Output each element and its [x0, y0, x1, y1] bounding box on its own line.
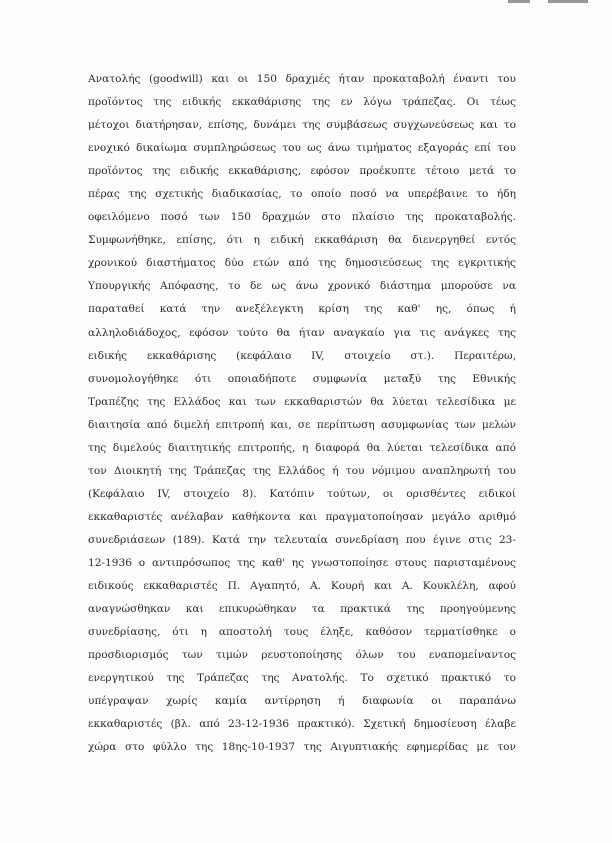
- text-line: ενεργητικού της Τράπεζας της Ανατολής. Το σχετικό πρακτικό το: [88, 672, 516, 685]
- text-line: διαιτησία από διμελή επιτροπή και, σε περίπτωση ασυμφωνίας των μελών: [88, 418, 516, 431]
- text-line: ενοχικό δικαίωμα συμπληρώσεως του ως άνω τιμήματος εξαγοράς επί του: [88, 142, 516, 155]
- text-line: Συμφωνήθηκε, επίσης, ότι η ειδική εκκαθάριση θα διενεργηθεί εντός: [88, 234, 516, 247]
- text-line: οφειλόμενο ποσό των 150 δραχμών στο πλαίσιο της προκαταβολής.: [88, 211, 516, 224]
- text-line: προϊόντος της ειδικής εκκαθάρισης της εν λόγω τράπεζας. Οι τέως: [88, 96, 516, 109]
- text-line: της διμελούς διαιτητικής επιτροπής, η διαφορά θα λύεται τελεσίδικα από: [88, 441, 516, 454]
- text-line: αναγνώσθηκαν και επικυρώθηκαν τα πρακτικά της προηγούμενης: [88, 603, 516, 616]
- text-line: μέτοχοι διατήρησαν, επίσης, δυνάμει της συμβάσεως συγχωνεύσεως και το: [88, 119, 516, 132]
- text-line: προσδιορισμός των τιμών ρευστοποίησης όλων του εναπομείναντος: [88, 649, 516, 662]
- text-line: χώρα στο φύλλο της 18ης-10-1937 της Αιγυπτιακής εφημερίδας με τον: [88, 741, 516, 754]
- text-line: υπέγραψαν χωρίς καμία αντίρρηση ή διαφωνία οι παραπάνω: [88, 695, 516, 708]
- text-line: συνεδριάσεων (189). Κατά την τελευταία συνεδρίαση που έγινε στις 23-: [88, 533, 516, 546]
- text-line: Τραπέζης της Ελλάδος και των εκκαθαριστών θα λύεται τελεσίδικα με: [88, 395, 516, 408]
- text-line: συνεδρίασης, ότι η αποστολή τους έληξε, καθόσον τερματίσθηκε ο: [88, 626, 516, 639]
- text-line: ειδικούς εκκαθαριστές Π. Αγαπητό, Α. Κουρή και Α. Κουκλέλη, αφού: [88, 580, 516, 593]
- text-line: (Κεφάλαιο IV, στοιχείο 8). Κατόπιν τούτων, οι ορισθέντες ειδικοί: [88, 487, 516, 500]
- text-line: παραταθεί κατά την ανεξέλεγκτη κρίση της καθ' ης, όπως ή: [88, 303, 516, 316]
- text-line: Υπουργικής Απόφασης, το δε ως άνω χρονικό διάστημα μπορούσε να: [88, 280, 516, 293]
- text-line: χρονικού διαστήματος δύο ετών από της δημοσιεύσεως της εγκριτικής: [88, 257, 516, 270]
- text-line: πέρας της σχετικής διαδικασίας, το οποίο ποσό να υπερέβαινε το ήδη: [88, 188, 516, 201]
- text-line: εκκαθαριστές (βλ. από 23-12-1936 πρακτικό). Σχετική δημοσίευση έλαβε: [88, 718, 516, 731]
- text-line: αλληλοδιάδοχος, εφόσον τούτο θα ήταν αναγκαίο για τις ανάγκες της: [88, 326, 516, 339]
- text-line: τον Διοικητή της Τράπεζας της Ελλάδος ή του νόμιμου αναπληρωτή του: [88, 464, 516, 477]
- text-line: συνομολογήθηκε ότι οποιαδήποτε συμφωνία μεταξύ της Εθνικής: [88, 372, 516, 385]
- text-line: ειδικής εκκαθάρισης (κεφάλαιο IV, στοιχείο στ.). Περαιτέρω,: [88, 349, 516, 362]
- text-line: 12-1936 ο αντιπρόσωπος της καθ' ης γνωστοποίησε στους παρισταμένους: [88, 556, 516, 569]
- body-paragraph: [88, 68, 516, 759]
- text-line: προϊόντος της ειδικής εκκαθάρισης, εφόσον προέκυπτε τέτοιο μετά το: [88, 165, 516, 178]
- text-line: Ανατολής (goodwill) και οι 150 δραχμές ήταν προκαταβολή έναντι του: [88, 73, 516, 85]
- text-line: εκκαθαριστές ανέλαβαν καθήκοντα και πραγματοποίησαν μεγάλο αριθμό: [88, 510, 516, 523]
- scan-edge-mark: [548, 0, 588, 3]
- scan-edge-mark: [508, 0, 530, 3]
